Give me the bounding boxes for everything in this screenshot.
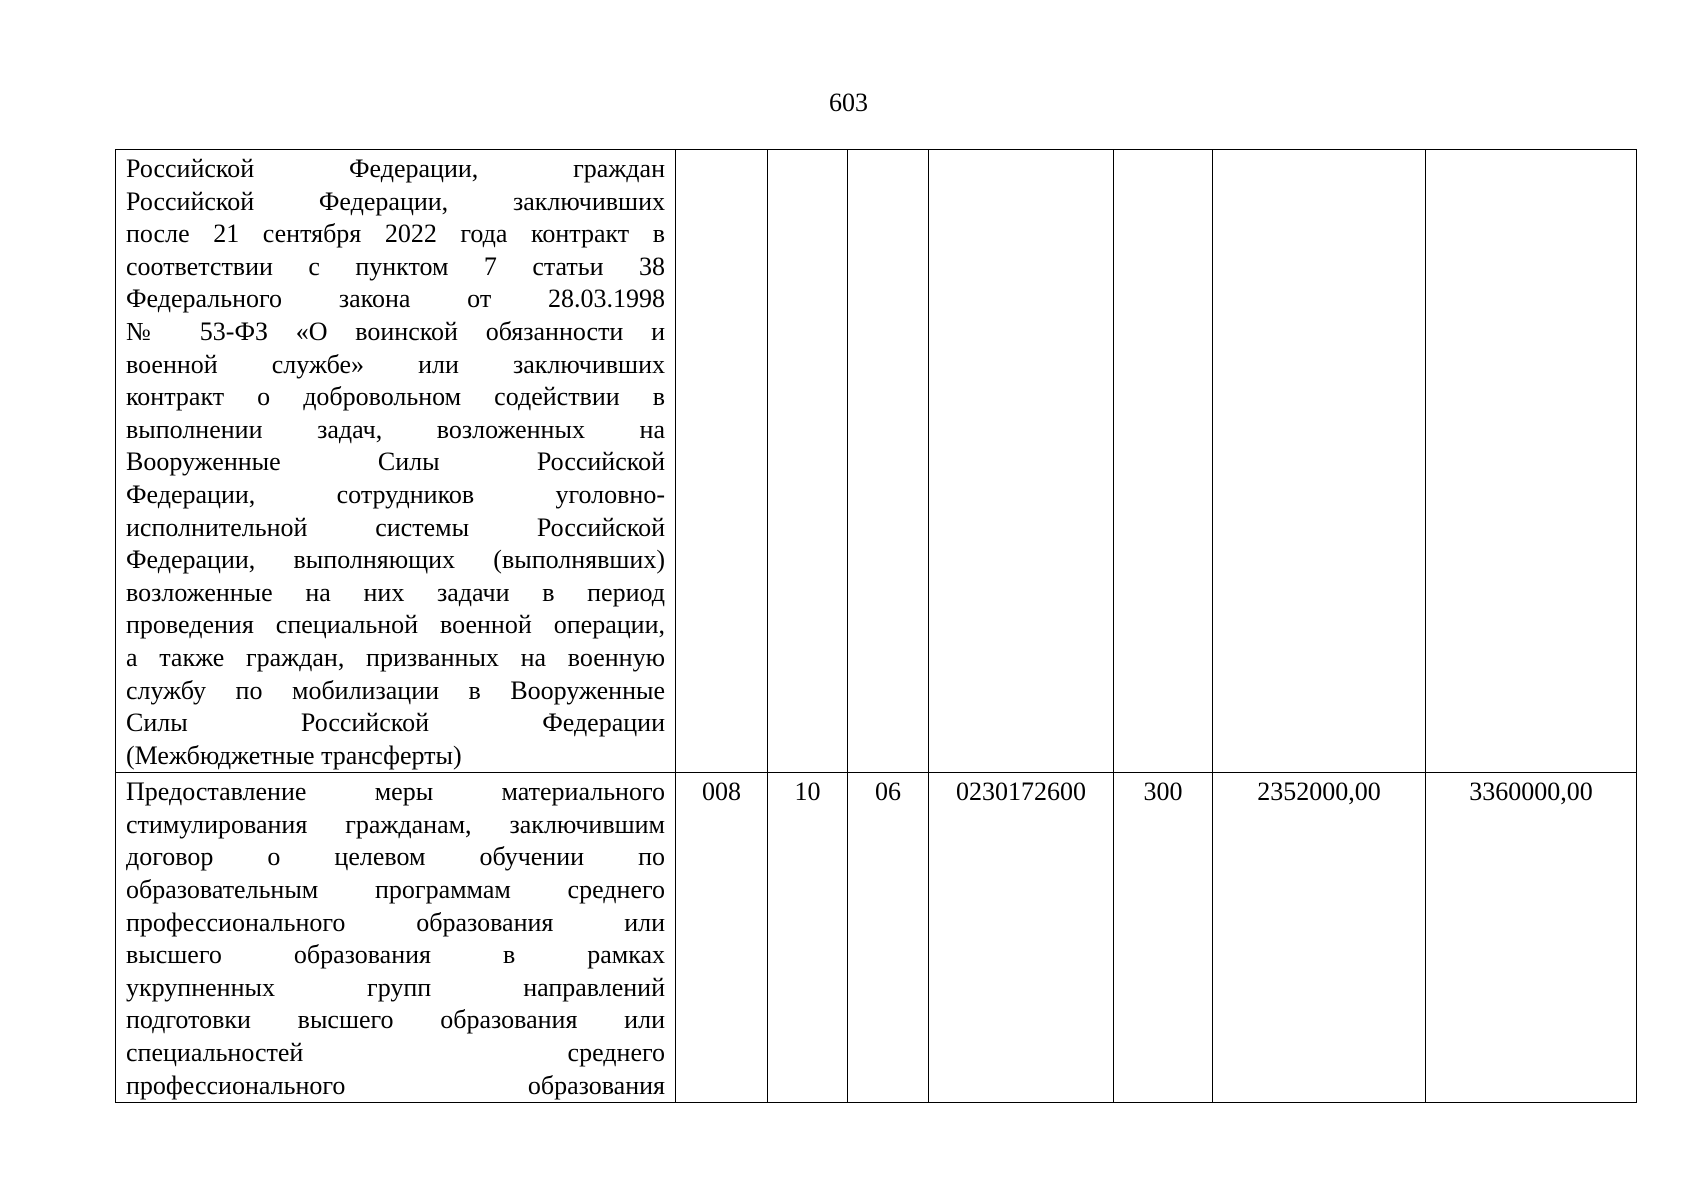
description-cell (116, 773, 676, 1103)
description-line: Российской Федерации, граждан (126, 154, 665, 183)
description-line: выполнении задач, возложенных на (126, 414, 665, 444)
amount-2-cell (1426, 150, 1637, 773)
subsection-cell: 06 (848, 773, 929, 1103)
description-cell (116, 150, 676, 773)
description-line: возложенные на них задачи в период (126, 577, 665, 607)
table-row (116, 773, 1637, 1103)
description-line: Предоставление меры материального (126, 777, 665, 807)
description-line: (Межбюджетные трансферты) (126, 740, 462, 770)
description-line: профессионального образования или (126, 907, 665, 937)
description-line: укрупненных групп направлений (126, 972, 665, 1002)
description-line: высшего образования в рамках (126, 940, 665, 970)
page-number: 603 (829, 88, 868, 117)
ministry-code-cell: 008 (676, 773, 768, 1103)
section-cell (768, 150, 848, 773)
section-cell: 10 (768, 773, 848, 1103)
expense-type-cell: 300 (1114, 773, 1213, 1103)
expense-type-cell (1114, 150, 1213, 773)
description-line: контракт о добровольном содействии в (126, 382, 665, 412)
target-article-cell: 0230172600 (929, 773, 1114, 1103)
description-line: № 53-ФЗ «О воинской обязанности и (126, 316, 665, 346)
description-line: исполнительной системы Российской (126, 512, 665, 542)
ministry-code-cell (676, 150, 768, 773)
description-line: соответствии с пунктом 7 статьи 38 (126, 251, 665, 281)
description-line: проведения специальной военной операции, (126, 610, 665, 640)
description-line: а также граждан, призванных на военную (126, 642, 665, 672)
amount-2-cell: 3360000,00 (1426, 773, 1637, 1103)
description-line: Федерального закона от 28.03.1998 (126, 284, 665, 314)
description-line: Российской Федерации, заключивших (126, 186, 665, 216)
description-line: образовательным программам среднего (126, 875, 665, 905)
description-line: Вооруженные Силы Российской (126, 447, 665, 477)
description-line: после 21 сентября 2022 года контракт в (126, 219, 665, 249)
budget-table (115, 149, 1637, 1103)
description-line: профессионального образования (126, 1070, 665, 1100)
target-article-cell (929, 150, 1114, 773)
description-line: военной службе» или заключивших (126, 349, 665, 379)
table-row (116, 150, 1637, 773)
description-line: Силы Российской Федерации (126, 708, 665, 738)
amount-1-cell (1213, 150, 1426, 773)
amount-1-cell: 2352000,00 (1213, 773, 1426, 1103)
description-line: Федерации, выполняющих (выполнявших) (126, 545, 665, 575)
description-line: Федерации, сотрудников уголовно- (126, 479, 665, 509)
description-line: подготовки высшего образования или (126, 1005, 665, 1035)
description-line: стимулирования гражданам, заключившим (126, 809, 665, 839)
description-line: специальностей среднего (126, 1038, 665, 1068)
description-line: службу по мобилизации в Вооруженные (126, 675, 665, 705)
description-line: договор о целевом обучении по (126, 842, 665, 872)
subsection-cell (848, 150, 929, 773)
